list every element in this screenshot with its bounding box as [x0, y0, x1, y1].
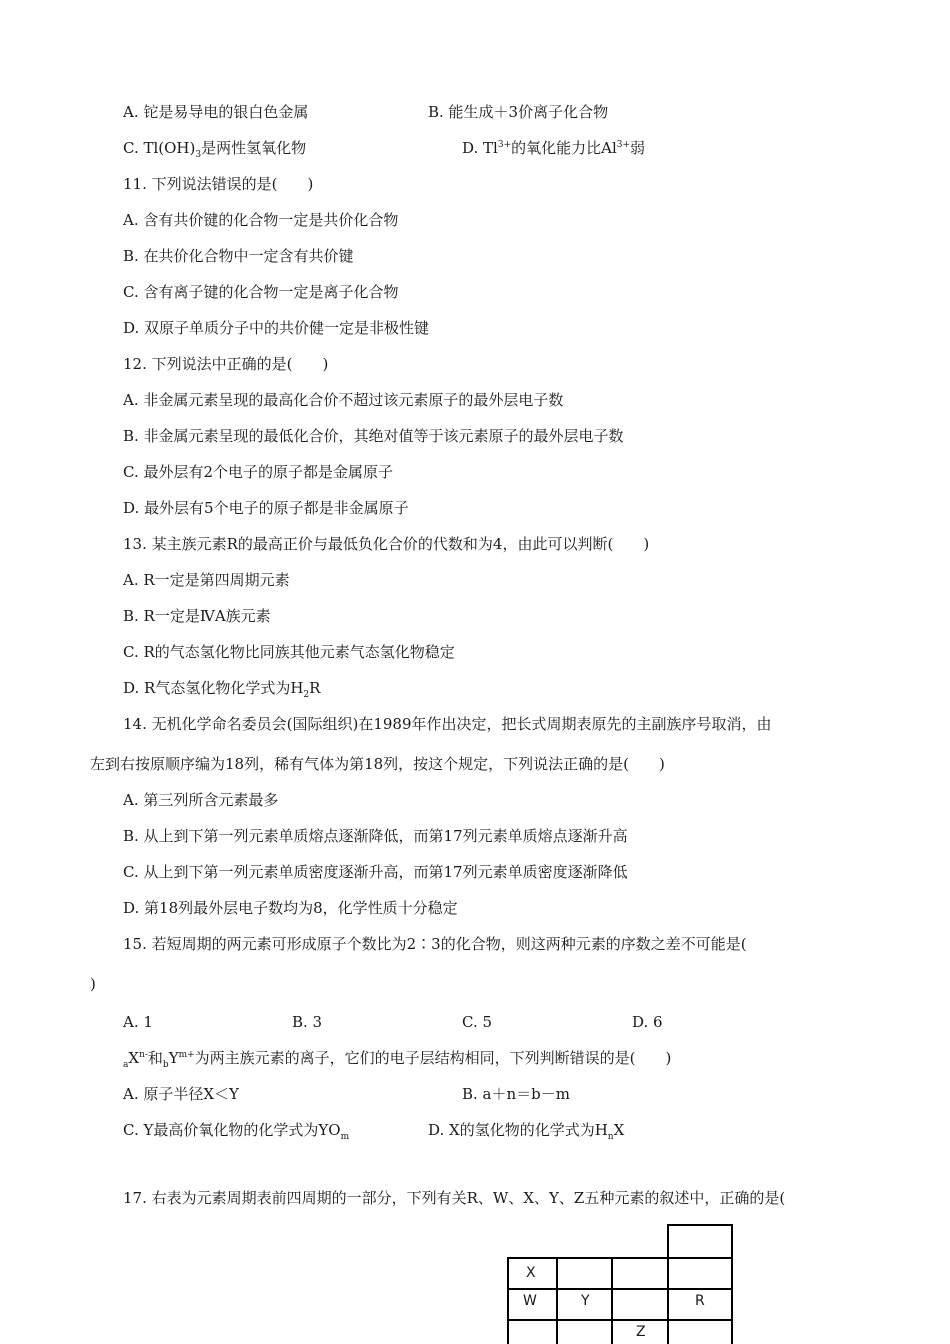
q14-option-b: B. 从上到下第一列元素单质熔点逐渐降低，而第17列元素单质熔点逐渐升高 [123, 827, 628, 845]
q16-option-c: C. Y最高价氧化物的化学式为$YO_m$ [123, 1121, 350, 1142]
q15-option-a: A. 1 [123, 1013, 153, 1031]
table-cell-y [556, 1288, 613, 1321]
q15-stem-line1: 15. 若短周期的两元素可形成原子个数比为2∶3的化合物，则这两种元素的序数之差不可能是( [123, 935, 747, 953]
table-cell-empty [556, 1257, 613, 1290]
q16-option-b: B. a＋n＝b－m [462, 1085, 570, 1103]
q13-option-b: B. R一定是ⅣA族元素 [123, 607, 271, 625]
table-cell-empty [611, 1288, 669, 1321]
q12-option-a: A. 非金属元素呈现的最高化合价不超过该元素原子的最外层电子数 [123, 391, 564, 409]
q14-stem-line1: 14. 无机化学命名委员会(国际组织)在1989年作出决定，把长式周期表原先的主副族序号取消，由 [123, 715, 772, 733]
q14-stem-line2: 左到右按原顺序编为18列，稀有气体为第18列，按这个规定，下列说法正确的是( ) [90, 755, 665, 773]
q16-option-a: A. 原子半径X＜Y [123, 1085, 239, 1103]
q12-stem: 12. 下列说法中正确的是( ) [123, 355, 329, 373]
q11-option-c: C. 含有离子键的化合物一定是离子化合物 [123, 283, 399, 301]
q14-option-a: A. 第三列所含元素最多 [123, 791, 279, 809]
table-cell-empty [667, 1224, 733, 1259]
q14-option-d: D. 第18列最外层电子数均为8，化学性质十分稳定 [123, 899, 458, 917]
q11-option-a: A. 含有共价键的化合物一定是共价化合物 [123, 211, 399, 229]
q15-option-c: C. 5 [462, 1013, 493, 1031]
table-cell-empty [667, 1257, 733, 1290]
q12-option-c: C. 最外层有2个电子的原子都是金属原子 [123, 463, 394, 481]
table-cell-empty [556, 1319, 613, 1344]
element-label-w: W [523, 1293, 537, 1309]
table-cell-empty [507, 1319, 558, 1344]
q10-option-c: C. $Tl(OH)_3$是两性氢氧化物 [123, 139, 307, 160]
q13-option-d: D. R气态氢化物化学式为$H_2R$ [123, 679, 321, 700]
element-label-z: Z [636, 1324, 646, 1340]
element-label-r: R [695, 1293, 705, 1309]
element-label-y: Y [581, 1293, 590, 1309]
q11-option-d: D. 双原子单质分子中的共价健一定是非极性键 [123, 319, 430, 337]
table-cell-w [507, 1288, 558, 1321]
q11-option-b: B. 在共价化合物中一定含有共价键 [123, 247, 354, 265]
q12-option-d: D. 最外层有5个电子的原子都是非金属原子 [123, 499, 409, 517]
q10-option-b: B. 能生成＋3价离子化合物 [428, 103, 609, 121]
q15-stem-line2: ) [90, 975, 96, 993]
element-label-x: X [526, 1265, 536, 1281]
table-cell-z [611, 1319, 669, 1344]
q16-option-d: D. X的氢化物的化学式为$H_nX$ [428, 1121, 625, 1142]
q13-option-a: A. R一定是第四周期元素 [123, 571, 290, 589]
q12-option-b: B. 非金属元素呈现的最低化合价，其绝对值等于该元素原子的最外层电子数 [123, 427, 624, 445]
table-cell-empty [611, 1257, 669, 1290]
q15-option-b: B. 3 [292, 1013, 323, 1031]
q10-option-d: D. $Tl^{3+}$的氧化能力比$Al^{3+}$弱 [462, 139, 646, 157]
q13-option-c: C. R的气态氢化物比同族其他元素气态氢化物稳定 [123, 643, 455, 661]
table-cell-r [667, 1288, 733, 1321]
q10-option-a: A. 铊是易导电的银白色金属 [123, 103, 309, 121]
table-cell-x [507, 1257, 558, 1290]
table-cell-empty [667, 1319, 733, 1344]
q17-stem: 17. 右表为元素周期表前四周期的一部分，下列有关R、W、X、Y、Z五种元素的叙述中，正确的是( [123, 1189, 786, 1207]
q15-option-d: D. 6 [632, 1013, 663, 1031]
q13-stem: 13. 某主族元素R的最高正价与最低负化合价的代数和为4，由此可以判断( ) [123, 535, 650, 553]
q11-stem: 11. 下列说法错误的是( ) [123, 175, 314, 193]
q14-option-c: C. 从上到下第一列元素单质密度逐渐升高，而第17列元素单质密度逐渐降低 [123, 863, 628, 881]
q16-stem: $_aX^{n-}$和$_bY^{m+}$为两主族元素的离子，它们的电子层结构相同，下列判断错误的是( ) [123, 1049, 672, 1070]
